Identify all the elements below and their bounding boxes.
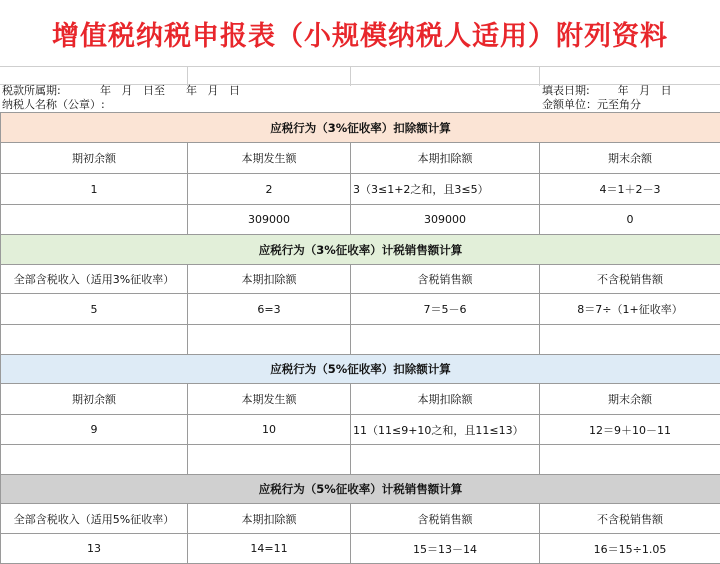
section-header (1, 235, 720, 265)
value-cell[interactable] (1, 205, 188, 235)
period-label: 税款所属期: (2, 84, 61, 98)
value-cell[interactable]: 0 (540, 205, 720, 235)
value-cell[interactable]: 309000 (188, 205, 351, 235)
value-cell[interactable] (188, 325, 351, 355)
formula-cell: 15＝13－14 (351, 534, 540, 564)
column-header: 不含税销售额 (540, 265, 720, 294)
column-header: 本期扣除额 (188, 504, 351, 534)
section-title: 应税行为（3%征收率）扣除额计算 (1, 113, 720, 143)
fill-date: 填表日期: 年 月 日 (542, 84, 672, 98)
table-row (1, 325, 720, 355)
grid-line (187, 66, 188, 86)
column-header: 本期发生额 (188, 384, 351, 415)
section-header (1, 475, 720, 504)
period-text: 年 月 日至 年 月 日 (100, 84, 240, 98)
formula-cell: 6=3 (188, 294, 351, 325)
table-row (1, 205, 720, 235)
value-cell[interactable] (351, 445, 540, 475)
table-row (1, 174, 720, 205)
formula-cell: 13 (1, 534, 188, 564)
section-title: 应税行为（3%征收率）计税销售额计算 (1, 235, 720, 265)
section-title: 应税行为（5%征收率）计税销售额计算 (1, 475, 720, 504)
column-header: 本期扣除额 (351, 143, 540, 174)
formula-cell: 11（11≤9+10之和，且11≤13） (351, 415, 540, 445)
column-header: 期末余额 (540, 143, 720, 174)
grid-line (0, 66, 720, 67)
table-row (1, 504, 720, 534)
grid-line (539, 66, 540, 86)
value-cell[interactable] (540, 445, 720, 475)
column-header: 本期发生额 (188, 143, 351, 174)
table-row (1, 445, 720, 475)
section-header (1, 113, 720, 143)
value-cell[interactable] (351, 325, 540, 355)
column-header: 含税销售额 (351, 265, 540, 294)
formula-cell: 9 (1, 415, 188, 445)
value-cell[interactable] (188, 445, 351, 475)
formula-cell: 1 (1, 174, 188, 205)
table-row (1, 415, 720, 445)
value-cell[interactable] (1, 445, 188, 475)
column-header: 本期扣除额 (351, 384, 540, 415)
form-title: 增值税纳税申报表（小规模纳税人适用）附列资料 (0, 0, 720, 66)
formula-cell: 2 (188, 174, 351, 205)
column-header: 全部含税收入（适用3%征收率） (1, 265, 188, 294)
value-cell[interactable]: 309000 (351, 205, 540, 235)
formula-cell: 7＝5－6 (351, 294, 540, 325)
taxpayer-name: 纳税人名称（公章）: (2, 98, 105, 112)
table-row (1, 534, 720, 564)
formula-cell: 12＝9＋10－11 (540, 415, 720, 445)
formula-cell: 4＝1＋2－3 (540, 174, 720, 205)
table-row (1, 265, 720, 294)
column-header: 期初余额 (1, 143, 188, 174)
formula-cell: 8＝7÷（1+征收率） (540, 294, 720, 325)
amount-unit: 金额单位：元至角分 (542, 98, 641, 112)
column-header: 期末余额 (540, 384, 720, 415)
column-header: 含税销售额 (351, 504, 540, 534)
deduction-table (0, 112, 720, 564)
column-header: 不含税销售额 (540, 504, 720, 534)
formula-cell: 3（3≤1+2之和，且3≤5） (351, 174, 540, 205)
grid-line (350, 66, 351, 86)
table-row (1, 384, 720, 415)
table-row (1, 294, 720, 325)
formula-cell: 5 (1, 294, 188, 325)
formula-cell: 10 (188, 415, 351, 445)
table-row (1, 143, 720, 174)
value-cell[interactable] (540, 325, 720, 355)
formula-cell: 16＝15÷1.05 (540, 534, 720, 564)
section-title: 应税行为（5%征收率）扣除额计算 (1, 355, 720, 384)
column-header: 本期扣除额 (188, 265, 351, 294)
section-header (1, 355, 720, 384)
column-header: 全部含税收入（适用5%征收率） (1, 504, 188, 534)
formula-cell: 14=11 (188, 534, 351, 564)
value-cell[interactable] (1, 325, 188, 355)
column-header: 期初余额 (1, 384, 188, 415)
